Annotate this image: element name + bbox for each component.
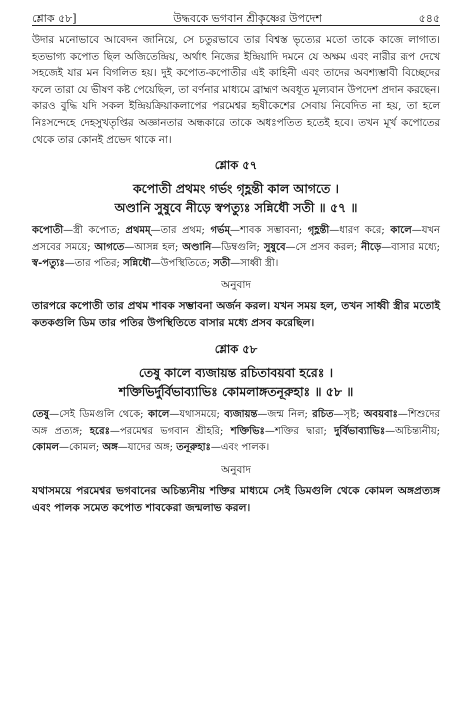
synonym-word: অণ্ডানি (182, 241, 212, 253)
verse-58-heading: শ্লোক ৫৮ (214, 342, 258, 357)
synonym-meaning: কোমল; (68, 442, 103, 454)
synonym-word: কালে (390, 225, 412, 237)
verse-58-line-1: তেষু কালে ব্যজায়ন্ত রচিতাবয়বা হরেঃ । (138, 365, 334, 381)
header-verse-ref: শ্লোক ৫৮] (32, 12, 77, 25)
synonym-word: হরেঃ (89, 425, 110, 437)
purport-paragraph: উদার মনোভাবে আবেদন জানিয়ে, সে চতুরভাবে তার বিশ্বস্ত ভৃত্যের মতো তাকে কাজে লাগাত। হতভাগ্য কপোত ছিল অজিতেন্দ্রিয়, অর্থাৎ নিজের ইন্দ্রিয়াদি দমনে যে অক্ষম এবং নারীর রূপ দেখে সহজেই যার মন বিগলিত হয়। দুই কপোত-কপোতীর এই কাহিনী এবং তাদের অবশ্যম্ভাবী বিচ্ছেদের ফলে তারা যে ভীষণ কষ্ট পেয়েছিল, তা বর্ণনার মাধ্যমে ব্রাহ্মণ অবধূত মূল্যবান উপদেশ প্রদান করছেন। কারও বুদ্ধি যদি সকল ইন্দ্রিয়ক্রিয়াকলাপের পরমেশ্বর হৃষীকেশের সেবায় নিবেদিত না হয়, তা হলে নিঃসন্দেহে দেহসুখতৃপ্তির অজ্ঞানতার অন্ধকারে তাকে অধঃপতিত হতেই হবে। তখন মূর্খ কপোতের থেকে তার কোনই প্রভেদ থাকে না। (32, 34, 440, 146)
synonym-meaning: আসন্ন হল; (134, 241, 183, 253)
synonym-meaning: শিশুদের অঙ্গ প্রত্যঙ্গ; (32, 409, 440, 437)
synonym-meaning: সৃষ্ট; (343, 409, 364, 421)
synonym-word: রচিত (312, 409, 334, 421)
verse-57-heading: শ্লোক ৫৭ (214, 158, 258, 173)
synonym-meaning: এবং পালক। (220, 442, 270, 454)
synonym-word: অবয়বাঃ (363, 409, 398, 421)
synonym-word: সন্নিধৌ (123, 257, 151, 269)
synonym-meaning: সেই ডিমগুলি থেকে; (59, 409, 148, 421)
verse-57-line-2: অণ্ডানি সুষুবে নীড়ে স্বপত্যুঃ সন্নিধৌ সতী ॥ ৫৭ ॥ (114, 200, 358, 216)
verse-58-translation: যথাসময়ে পরমেশ্বর ভগবানের অচিন্ত্যনীয় শক্তির মাধ্যমে সেই ডিমগুলি থেকে কোমল অঙ্গপ্রত্যঙ্গ এবং পালক সমেত কপোত শাবকেরা জন্মলাভ করল। (32, 484, 440, 514)
synonym-word: তেষু (32, 409, 50, 421)
synonym-word: সুষুবে (263, 241, 286, 253)
synonym-meaning: সে প্রসব করল; (295, 241, 362, 253)
synonym-word: কালে (147, 409, 170, 421)
synonym-meaning: অচিন্ত্যনীয়; (395, 425, 440, 437)
synonym-meaning: তার প্রথম; (160, 225, 211, 237)
synonym-meaning: বাসার মধ্যে; (391, 241, 440, 253)
synonym-word: কোমল (32, 442, 59, 454)
synonym-meaning: যাদের অঙ্গ; (127, 442, 177, 454)
synonym-word: সতী (213, 257, 231, 269)
synonym-word: প্রথমম্ (125, 225, 151, 237)
verse-57-translation-title: অনুবাদ (221, 279, 251, 292)
synonym-word: গর্ভম্ (210, 225, 231, 237)
verse-58-line-2: শক্তিভির্দুর্বিভাব্যাভিঃ কোমলাঙ্গতনূরুহাঃ ॥ ৫৮ ॥ (118, 384, 354, 400)
synonym-word: কপোতী (32, 225, 64, 237)
verse-57-line-1: কপোতী প্রথমং গর্ভং গৃহ্ণন্তী কাল আগতে । (133, 181, 339, 197)
synonym-word: তনূরুহাঃ (176, 442, 211, 454)
synonym-meaning: স্ত্রী কপোত; (73, 225, 126, 237)
verse-57-synonyms: কপোতী—স্ত্রী কপোত; প্রথমম্—তার প্রথম; গর্ভম্—শাবক সম্ভাবনা; গৃহ্ণন্তী—ধারণ করে; কালে—যখন প্রসবের সময়ে; আগতে—আসন্ন হল; অণ্ডানি—ডিম্বগুলি; সুষুবে—সে প্রসব করল; নীড়ে—বাসার মধ্যে; স্ব-পত্যুঃ—তার পতির; সন্নিধৌ—উপস্থিতিতে; সতী—সাধ্বী স্ত্রী। (32, 225, 440, 269)
synonym-word: শক্তিভিঃ (230, 425, 265, 437)
synonym-word: অঙ্গ (102, 442, 118, 454)
synonym-word: আগতে (94, 241, 125, 253)
synonym-meaning: ডিম্বগুলি; (221, 241, 264, 253)
synonym-meaning: সাধ্বী স্ত্রী। (240, 257, 279, 269)
synonym-meaning: ধারণ করে; (339, 225, 391, 237)
synonym-meaning: যখন প্রসবের সময়ে; (32, 225, 440, 253)
synonym-meaning: জন্ম নিল; (267, 409, 313, 421)
verse-57-translation: তারপরে কপোতী তার প্রথম শাবক সম্ভাবনা অর্জন করল। যখন সময় হল, তখন সাধ্বী স্ত্রীর মতোই কতকগুলি ডিম তার পতির উপস্থিতিতে বাসার মধ্যে প্রসব করেছিল। (32, 300, 440, 330)
verse-58-translation-title: অনুবাদ (221, 463, 251, 476)
header-chapter-title: উদ্ধবকে ভগবান শ্রীকৃষ্ণের উপদেশ (173, 12, 322, 25)
synonym-word: নীড়ে (361, 241, 382, 253)
header-page-number: ৫৪৫ (418, 12, 440, 25)
verse-58-synonyms: তেষু—সেই ডিমগুলি থেকে; কালে—যথাসময়ে; ব্যজায়ন্ত—জন্ম নিল; রচিত—সৃষ্ট; অবয়বাঃ—শিশুদের অঙ্গ প্রত্যঙ্গ; হরেঃ—পরমেশ্বর ভগবান শ্রীহরি; শক্তিভিঃ—শক্তির দ্বারা; দুর্বিভাব্যাভিঃ—অচিন্ত্যনীয়; কোমল—কোমল; অঙ্গ—যাদের অঙ্গ; তনূরুহাঃ—এবং পালক। (32, 409, 440, 454)
synonym-meaning: শাবক সম্ভাবনা; (240, 225, 308, 237)
synonym-meaning: যথাসময়ে; (179, 409, 225, 421)
synonym-meaning: তার পতির; (74, 257, 124, 269)
synonym-meaning: শক্তির দ্বারা; (274, 425, 335, 437)
synonym-meaning: উপস্থিতিতে; (160, 257, 214, 269)
synonym-word: গৃহ্ণন্তী (307, 225, 330, 237)
synonym-word: স্ব-পত্যুঃ (32, 257, 65, 269)
synonym-meaning: পরমেশ্বর ভগবান শ্রীহরি; (119, 425, 231, 437)
page-header (32, 0, 440, 25)
synonym-word: ব্যজায়ন্ত (224, 409, 258, 421)
synonym-word: দুর্বিভাব্যাভিঃ (334, 425, 386, 437)
